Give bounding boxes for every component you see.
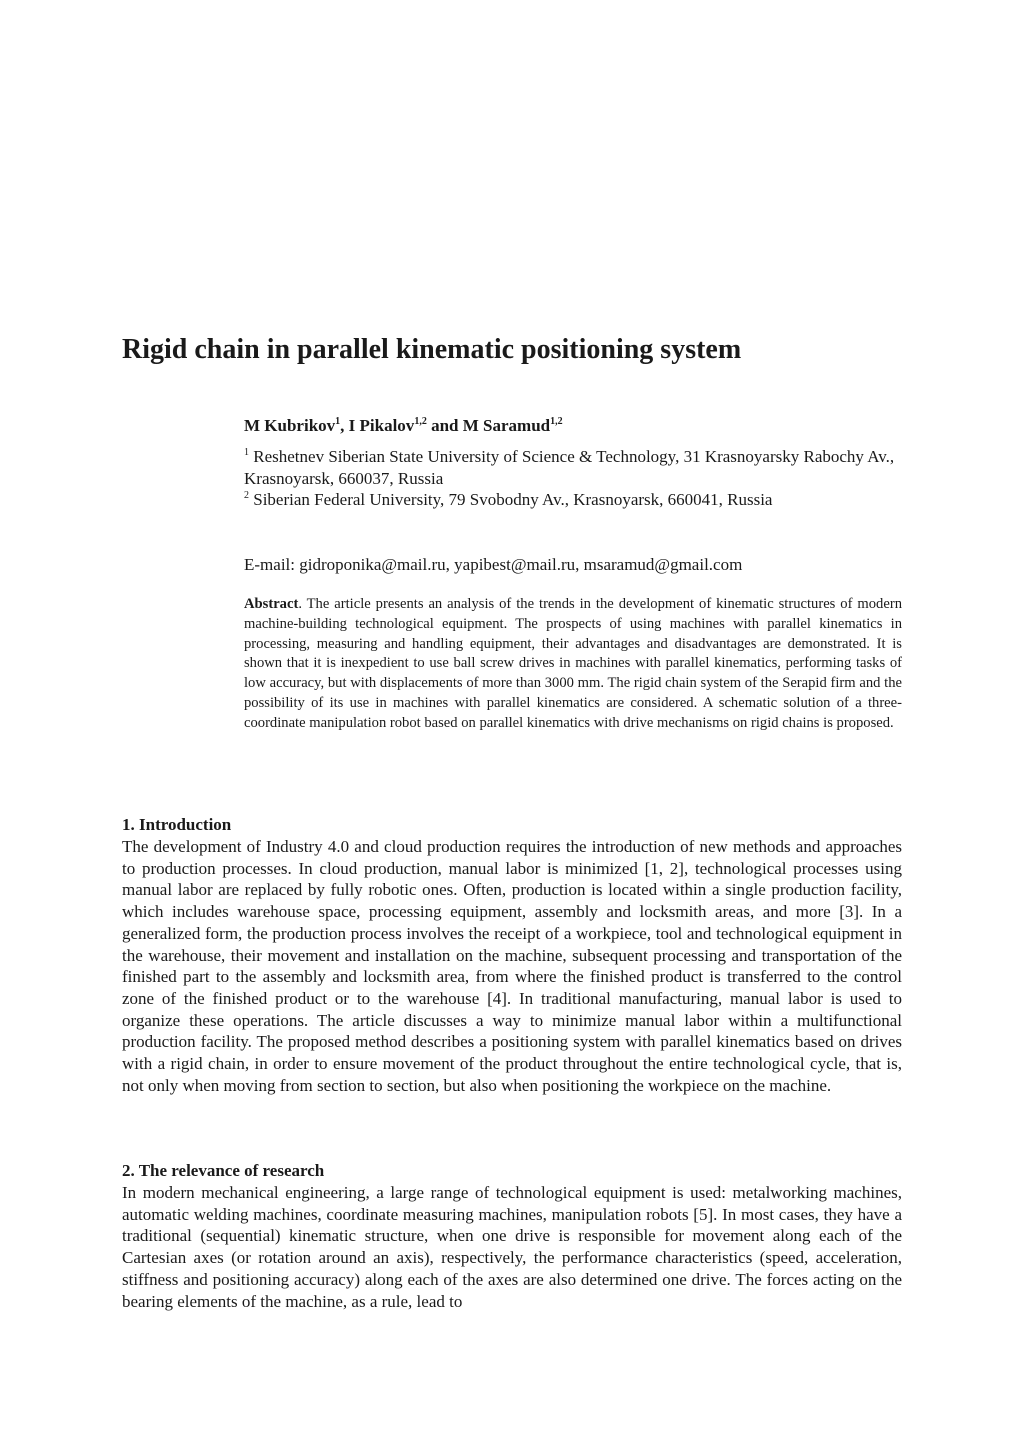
section-body-relevance: In modern mechanical engineering, a large range of technological equipment is used: metalworking machines, automatic welding machines, coordinate measuring machines, manipulation robots [5]. In most cases, they have a traditional (sequential) kinematic structure, when one drive is responsible for movement along each of the Cartesian axes (or rotation around an axis), respectively, the performance characteristics (speed, acceleration, stiffness and positioning accuracy) along each of the axes are also determined one drive. The forces acting on the bearing elements of the machine, as a rule, lead to <box>122 1183 902 1311</box>
author-name: M Saramud <box>462 416 551 435</box>
affiliation-text: Siberian Federal University, 79 Svobodny Av., Krasnoyarsk, 660041, Russia <box>253 490 773 509</box>
abstract <box>244 595 902 734</box>
affiliation-number: 1 <box>244 447 249 458</box>
author-name: M Kubrikov <box>244 416 336 435</box>
section-heading-introduction: 1. Introduction <box>122 815 232 834</box>
abstract-text: . The article presents an analysis of the trends in the development of kinematic structures of modern machine-building technological equipment. The prospects of using machines with parallel kinematics in processing, measuring and handling equipment, their advantages and disadvantages are demonstrated. It is shown that it is inexpedient to use ball screw drives in machines with parallel kinematics, performing tasks of low accuracy, but with displacements of more than 3000 mm. The rigid chain system of the Serapid firm and the possibility of its use in machines with parallel kinematics are considered. A schematic solution of a three-coordinate manipulation robot based on parallel kinematics with drive mechanisms on rigid chains is proposed. <box>244 596 902 731</box>
author-affiliation-mark: 1,2 <box>550 416 563 427</box>
section-body-introduction: The development of Industry 4.0 and cloud production requires the introduction of new methods and approaches to production processes. In cloud production, manual labor is minimized [1, 2], technological processes using manual labor are replaced by fully robotic ones. Often, production is located within a single production facility, which includes warehouse space, processing equipment, assembly and locksmith areas, and more [3]. In a generalized form, the production process involves the receipt of a workpiece, tool and technological equipment in the warehouse, their movement and installation on the machine, subsequent processing and transportation of the finished part to the assembly and locksmith area, from where the finished product is transferred to the control zone of the finished product or to the warehouse [4]. In traditional manufacturing, manual labor is used to organize these operations. The article discusses a way to minimize manual labor within a multifunctional production facility. The proposed method describes a positioning system with parallel kinematics based on drives with a rigid chain, in order to ensure movement of the product throughout the entire technological cycle, that is, not only when moving from section to section, but also when positioning the workpiece on the machine. <box>122 837 902 1095</box>
author-separator: , <box>340 416 349 435</box>
author-affiliation-mark: 1 <box>335 416 341 427</box>
email-line: E-mail: gidroponika@mail.ru, yapibest@mail.ru, msaramud@gmail.com <box>244 555 743 574</box>
abstract-label: Abstract <box>244 596 299 612</box>
affiliation-1 <box>244 446 904 490</box>
affiliation-number: 2 <box>244 490 249 501</box>
affiliation-text: Reshetnev Siberian State University of Science & Technology, 31 Krasnoyarsky Rabochy Av., Krasnoyarsk, 660037, Russia <box>244 447 895 488</box>
author-list <box>244 414 904 438</box>
section-heading-relevance: 2. The relevance of research <box>122 1161 325 1180</box>
affiliation-2 <box>244 489 904 511</box>
author-affiliation-mark: 1,2 <box>414 416 427 427</box>
paper-title: Rigid chain in parallel kinematic positioning system <box>122 334 742 365</box>
author-name: I Pikalov <box>348 416 415 435</box>
author-separator: and <box>426 416 463 435</box>
